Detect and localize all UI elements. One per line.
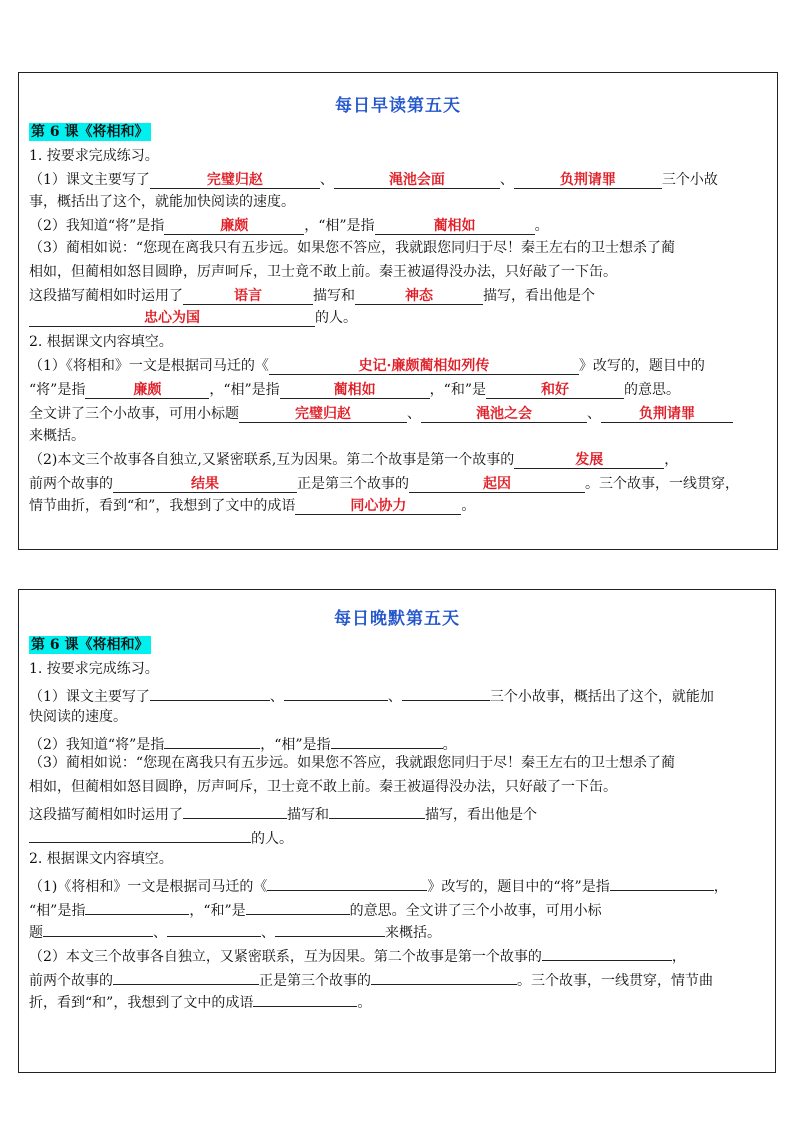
text: 、 <box>319 172 334 188</box>
q1-1-line2: 事，概括出了这个，就能加快阅读的速度。 <box>29 194 295 210</box>
text: （1）课文主要写了 <box>29 689 150 705</box>
text: 题 <box>29 925 43 941</box>
text: 。三个故事，一线贯穿， <box>585 476 739 492</box>
text: 来概括。 <box>385 925 441 941</box>
text: （2)本文三个故事各自独立,又紧密联系,互为因果。第二个故事是第一个故事的 <box>29 452 515 468</box>
text: 前两个故事的 <box>29 973 113 989</box>
answer-blank: 廉颇 <box>164 218 304 235</box>
text: ，“和”是 <box>189 903 246 919</box>
text: 。 <box>534 218 549 234</box>
answer-blank: 发展 <box>514 452 664 469</box>
q1-3-line4 <box>29 826 767 848</box>
text: 情节曲折，看到“和”，我想到了文中的成语 <box>29 498 296 514</box>
fill-blank[interactable] <box>167 920 261 937</box>
answer-blank: 蔺相如 <box>375 218 535 235</box>
q2-heading: 2. 根据课文内容填空。 <box>29 851 173 867</box>
text: ，“相”是指 <box>209 382 280 398</box>
fill-blank[interactable] <box>113 968 259 985</box>
text: 正是第三个故事的 <box>297 476 409 492</box>
q2-1-line2 <box>29 898 767 920</box>
q2-1-line1 <box>29 874 767 896</box>
q2-1-line3 <box>29 920 767 942</box>
fill-blank[interactable] <box>542 944 672 961</box>
text: 、 <box>407 406 421 422</box>
text: （2）我知道“将”是指 <box>29 737 165 753</box>
text: 》改写的，题目中的“将”是指 <box>427 879 610 895</box>
q1-3-line4 <box>29 309 769 327</box>
text: 的意思。全文讲了三个小故事，可用小标 <box>349 903 602 919</box>
answer-blank: 渑池之会 <box>421 406 587 423</box>
answer-blank: 语言 <box>183 288 313 305</box>
text: 。三个故事，一线贯穿，情节曲 <box>517 973 713 989</box>
fill-blank[interactable] <box>246 898 350 915</box>
lesson-label: 第 6 课《将相和》 <box>31 124 149 140</box>
q2-1-line2 <box>29 381 769 399</box>
lesson-label: 第 6 课《将相和》 <box>31 637 149 653</box>
answer-blank: 结果 <box>113 476 297 493</box>
fill-blank[interactable] <box>610 874 714 891</box>
text: 。 <box>461 498 476 514</box>
q1-3-line1: （3）蔺相如说：“您现在离我只有五步远。如果您不答应，我就跟您同归于尽！秦王左右的卫士想杀了蔺 <box>29 755 676 771</box>
q2-heading: 2. 根据课文内容填空。 <box>29 334 173 350</box>
q1-3-line2: 相如，但蔺相如怒目圆睁，厉声呵斥，卫士竟不敢上前。秦王被逼得没办法，只好敲了一下缶。 <box>29 264 617 280</box>
fill-blank[interactable] <box>29 826 251 843</box>
text: ，“相”是指 <box>304 218 375 234</box>
answer-blank: 神态 <box>355 288 483 305</box>
text: 三个小故 <box>661 172 718 188</box>
q2-2-line3 <box>29 497 769 515</box>
fill-blank[interactable] <box>284 684 388 701</box>
text: ， <box>664 452 679 468</box>
text: 的意思。 <box>623 382 680 398</box>
text: 描写，看出他是个 <box>425 807 537 823</box>
text: 》改写的，题目中的 <box>578 358 705 374</box>
text: 描写和 <box>287 807 329 823</box>
fill-blank[interactable] <box>253 990 357 1007</box>
text: 这段描写蔺相如时运用了 <box>29 288 183 304</box>
q1-3-line1: （3）蔺相如说：“您现在离我只有五步远。如果您不答应，我就跟您同归于尽！秦王左右的卫士想杀了蔺 <box>29 240 676 256</box>
morning-reading-panel <box>18 72 778 550</box>
text: 、 <box>269 689 284 705</box>
text: 描写，看出他是个 <box>483 288 595 304</box>
text: 这段描写蔺相如时运用了 <box>29 807 183 823</box>
text: 。 <box>442 737 457 753</box>
text: 、 <box>499 172 514 188</box>
q1-heading: 1. 按要求完成练习。 <box>29 148 159 164</box>
text: ，“和”是 <box>429 382 486 398</box>
fill-blank[interactable] <box>267 874 427 891</box>
answer-blank: 忠心为国 <box>29 310 315 327</box>
answer-blank: 渑池会面 <box>334 172 500 189</box>
text: ，“相”是指 <box>260 737 331 753</box>
q2-1-line3 <box>29 405 769 423</box>
fill-blank[interactable] <box>275 920 385 937</box>
text: 前两个故事的 <box>29 476 113 492</box>
text: （1）课文主要写了 <box>29 172 150 188</box>
text: ， <box>671 949 686 965</box>
q2-2-line3 <box>29 990 767 1012</box>
answer-blank: 同心协力 <box>295 498 461 515</box>
q1-1-line2: 快阅读的速度。 <box>29 709 127 725</box>
answer-blank: 蔺相如 <box>280 382 430 399</box>
text: 的人。 <box>315 310 357 326</box>
fill-blank[interactable] <box>150 684 270 701</box>
fill-blank[interactable] <box>331 732 443 749</box>
evening-title: 每日晚默第五天 <box>334 609 460 629</box>
fill-blank[interactable] <box>183 802 287 819</box>
text: 正是第三个故事的 <box>259 973 371 989</box>
fill-blank[interactable] <box>402 684 490 701</box>
answer-blank: 起因 <box>409 476 585 493</box>
text: 、 <box>153 925 167 941</box>
q1-heading: 1. 按要求完成练习。 <box>29 661 159 677</box>
answer-blank: 和好 <box>486 382 624 399</box>
text: 三个小故事，概括出了这个，就能加 <box>489 689 714 705</box>
text: 、 <box>587 406 601 422</box>
evening-dictation-panel <box>18 589 776 1073</box>
fill-blank[interactable] <box>164 732 260 749</box>
q1-3-line2: 相如，但蔺相如怒目圆睁，厉声呵斥，卫士竟不敢上前。秦王被逼得没办法，只好敲了一下缶。 <box>29 779 617 795</box>
fill-blank[interactable] <box>329 802 425 819</box>
q1-2-line <box>29 732 767 754</box>
text: 、 <box>261 925 275 941</box>
text: （1）《将相和》一文是根据司马迁的《 <box>29 358 269 374</box>
text: 全文讲了三个小故事，可用小标题 <box>29 406 239 422</box>
q2-2-line1 <box>29 944 767 966</box>
answer-blank: 负荆请罪 <box>601 406 733 423</box>
answer-blank: 完璧归赵 <box>239 406 407 423</box>
q1-3-line3 <box>29 802 767 824</box>
morning-title: 每日早读第五天 <box>335 96 461 116</box>
q1-1-line <box>29 684 767 706</box>
text: 。 <box>357 995 372 1011</box>
answer-blank: 史记·廉颇蔺相如列传 <box>269 358 579 375</box>
text: （2）本文三个故事各自独立，又紧密联系，互为因果。第二个故事是第一个故事的 <box>29 949 542 965</box>
fill-blank[interactable] <box>371 968 517 985</box>
text: “将”是指 <box>29 382 86 398</box>
answer-blank: 廉颇 <box>85 382 209 399</box>
text: 折，看到“和”，我想到了文中的成语 <box>29 995 254 1011</box>
fill-blank[interactable] <box>85 898 189 915</box>
q1-1-line <box>29 171 769 189</box>
text: “相”是指 <box>29 903 86 919</box>
text: （2）我知道“将”是指 <box>29 218 165 234</box>
q2-2-line1 <box>29 451 769 469</box>
answer-blank: 完璧归赵 <box>150 172 320 189</box>
q2-2-line2 <box>29 968 767 990</box>
text: 描写和 <box>313 288 355 304</box>
text: 、 <box>387 689 402 705</box>
q2-1-line4: 来概括。 <box>29 428 85 444</box>
q2-1-line1 <box>29 357 769 375</box>
q2-2-line2 <box>29 475 769 493</box>
text: ， <box>713 879 728 895</box>
answer-blank: 负荆请罪 <box>514 172 662 189</box>
text: （1)《将相和》一文是根据司马迁的《 <box>29 879 268 895</box>
text: 的人。 <box>251 831 293 847</box>
fill-blank[interactable] <box>43 920 153 937</box>
q1-3-line3 <box>29 287 769 305</box>
q1-2-line <box>29 217 769 235</box>
